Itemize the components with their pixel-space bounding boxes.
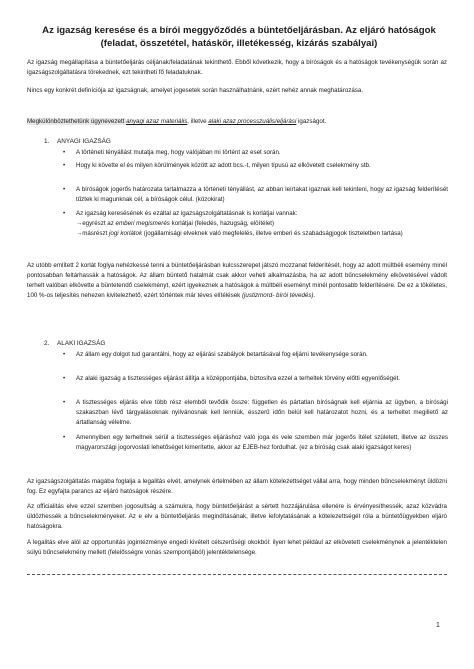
list-item: • A bíróságok jogerős határozata tartalmazza a történeti tényállást, az abban leírtakat igaznak kell tekinteni, hogy az igazság felderítését tűztek ki magunknak cél, a bíróságok célul. (közokirat) bbox=[63, 186, 448, 203]
opportunity-paragraph: A legalitás elve alól az opportunitás jogintézménye engedi kivételt célszerűségi okokból: ilyen lehet például az elkövetett cselekménynek a jelentéktelen súlyú bűncselekmény mellett (felelősségre vonás szempontjából) jelentéktelensége. bbox=[27, 539, 447, 556]
list-item: • Hogy ki követte el és milyen körülmények között az adott bcs.-t, milyen típusú az elkövetett cselekmény stb. bbox=[63, 162, 371, 169]
section-1-heading: 1. ANYAGI IGAZSÁG bbox=[44, 138, 111, 145]
material-truth-term: anyagi azaz materiális bbox=[126, 118, 188, 125]
bullet-icon: • bbox=[63, 162, 66, 169]
list-item: • Amennyiben egy terheltnek sérül a tisztességes eljáráshoz való joga és vele szemben már jogerős ítélet született, illetve az összes magyarországi jogorvoslati lehetőséget kimerítette, akkor az EJEB-hez fordulhat. (ez a bíróság csak alaki igazságot keres) bbox=[63, 434, 448, 451]
section-2-heading: 2. ALAKI IGAZSÁG bbox=[44, 340, 106, 347]
bullet-icon: • bbox=[63, 210, 66, 217]
arrow-icon: → bbox=[76, 220, 83, 227]
limits-paragraph: Az utóbb említett 2 korlát foglya nehézkessé tenni a büntetőeljárásban kulcsszerepet játszó mozzanat felderítését, hogy az adott múltbéli esemény minél pontosabban feltárhassák a hatóságok. Az állam büntető hatalmát csak akkor veheti alkalmazásba, ha az adott bűncselekmény elkövetésével vádolt terhelt valóban elkövette a büntetendő cselekményt, ezért igyekeznek a hatóságok a múltbéli eseményt minél pontosabb felderítésére. De ez a tökéletes, 100 %-os teljesítés nehezen kivitelezhető, ezért történtek már téves elítélések (justizmord- bírói tévedés). bbox=[27, 262, 447, 299]
distinction-paragraph bbox=[27, 117, 447, 127]
arrow-icon: → bbox=[76, 230, 83, 237]
bullet-icon: • bbox=[63, 186, 66, 193]
distinction-tail: igazságot. bbox=[296, 118, 327, 125]
page-title: Az igazság keresése és a bírói meggyőződés a büntetőeljárásban. Az eljáró hatóságok (feladat, összetétel, hatáskör, illetékesség, kizárás szabályai) bbox=[42, 25, 436, 49]
intro-paragraph: Az igazság megállapítása a büntetőeljárás céljának/feladatának tekinthető. Ebből következik, hogy a bíróságok és a hatóságok tevékenységük során az igazságszolgáltatásra törekednek, ezt tekintheti fő feladatuknak. bbox=[27, 59, 447, 76]
distinction-conj: , illetve bbox=[187, 118, 209, 125]
list-item: • Az igazság keresésének és ezáltal az igazságszolgáltatásnak is korlátjai vannak: →egyrészt az emberi megismerés korlátjai (feledés, hazugság, elöítélet) →másrészt jogi korlátok (jogállamisági elveknek való megfelelés, illetve emberi és szabadságjogok tiszteletben tartása) bbox=[76, 209, 448, 239]
definition-paragraph: Nincs egy konkrét definíciója az igazságnak, amelyet jogesetek során használhatnánk, ezért nehéz annak meghatározása. bbox=[27, 87, 364, 94]
legality-paragraph: Az igazságszolgáltatás magába foglalja a legalitás elvét, amelynek értelmében az állam kötelezettséget vállal arra, hogy minden bűncselekményt üldözni fog. Ez egyfajta parancs az eljáró hatóságok részére. bbox=[27, 478, 447, 495]
formal-truth-term: alaki azaz processzuális/eljárási bbox=[208, 118, 297, 125]
bullet-icon: • bbox=[63, 351, 66, 358]
sub-item-legal-limits: →másrészt jogi korlátok (jogállamisági elveknek való megfelelés, illetve emberi és szabadságjogok tiszteletben tartása) bbox=[76, 230, 403, 237]
officiality-paragraph: Az officialitás elve ezzel szemben jogosultság a számukra, hogy büntetőeljárást a sértett hozzájárulása ellenére is érvényesíthessék, azaz közvádra üldözhessék a bűncselekményeket. Az e elv a büntetőeljárás megindításának, illetve lefolytatásának a kötelezettségét róla a büntetőügyekben eljáró hatóságokra. bbox=[27, 503, 447, 530]
list-item: • A történeti tényállást mutatja meg, hogy valójában mi történt az eset során. bbox=[63, 149, 281, 156]
page-number: 1 bbox=[436, 622, 440, 629]
list-item: • A tisztességes eljárás elve több rész elemből tevődik össze: független és pártatlan bíróságnak kell eljárnia az ügyben, a bírósági szakaszban lévő tárgyalásoknak nyilvánosnak kell lenniük, ésszerű időn belül kell határozatot hozni, és a terheltet megillető az ártatlanság vélelme. bbox=[63, 399, 448, 426]
distinction-lead: Megkülönböztethetünk úgynevezett bbox=[27, 118, 127, 125]
bullet-icon: • bbox=[63, 434, 66, 441]
bullet-icon: • bbox=[63, 375, 66, 382]
list-item: • Az állam egy dolgot tud garantálni, hogy az eljárási szabályok betartásával fog eljárni tevékenysége során. bbox=[63, 351, 368, 358]
bullet-icon: • bbox=[63, 399, 66, 406]
justizmord-term: (justizmord- bírói tévedés) bbox=[241, 292, 314, 299]
bullet-icon: • bbox=[63, 149, 66, 156]
list-item: • Az alaki igazság a tisztességes eljárást állítja a középpontjába, biztosítva ezzel a terheltek törvény előtti egyenlőségét. bbox=[63, 375, 400, 382]
separator-line bbox=[27, 574, 447, 575]
sub-item-human-limits: →egyrészt az emberi megismerés korlátjai (feledés, hazugság, elöítélet) bbox=[76, 220, 275, 227]
